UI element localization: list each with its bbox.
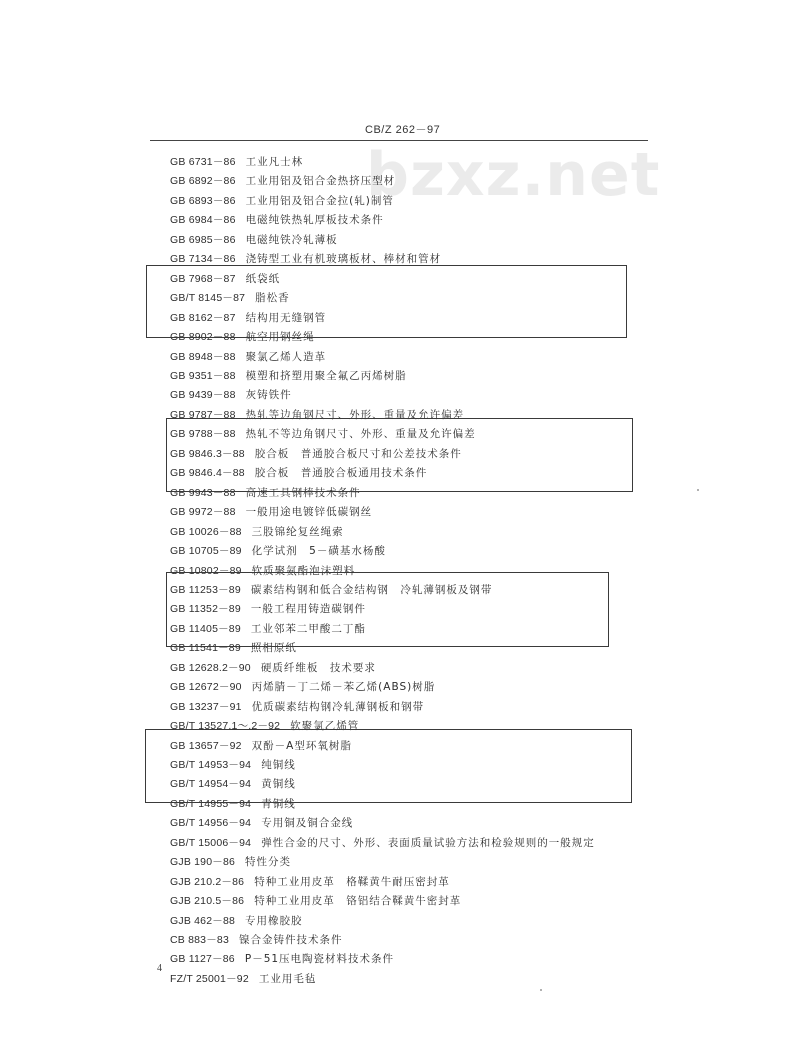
standard-code: GB 13657－92 bbox=[170, 739, 242, 752]
standard-title: 镍合金铸件技术条件 bbox=[239, 934, 343, 946]
standard-row bbox=[170, 699, 424, 715]
standard-code: GB 10802－89 bbox=[170, 564, 242, 577]
standard-code: GB 11352－89 bbox=[170, 603, 241, 616]
standard-code: GB 9439－88 bbox=[170, 389, 236, 402]
standard-code: GB 8948－88 bbox=[170, 350, 236, 363]
standard-code: GB 9846.3－88 bbox=[170, 447, 245, 460]
standard-title: 双酚－A型环氧树脂 bbox=[251, 739, 352, 752]
standard-code: FZ/T 25001－92 bbox=[170, 972, 249, 985]
standard-code-header: CB/Z 262－97 bbox=[365, 124, 441, 136]
standard-title: 黄铜线 bbox=[261, 778, 296, 791]
standard-row bbox=[170, 679, 435, 695]
standard-title: 工业用铝及铝合金拉(轧)制管 bbox=[245, 194, 394, 207]
standard-title: 工业凡士林 bbox=[245, 156, 304, 168]
standard-code: GJB 210.5－86 bbox=[170, 895, 245, 908]
standard-code: CB 883－83 bbox=[170, 934, 230, 946]
standard-row bbox=[170, 893, 461, 909]
standard-row bbox=[170, 524, 344, 540]
scan-speck bbox=[697, 489, 699, 491]
highlight-box bbox=[166, 418, 633, 492]
highlight-box bbox=[166, 572, 609, 647]
standard-title: 专用铜及铜合金线 bbox=[261, 817, 354, 830]
standard-code: GJB 462－88 bbox=[170, 914, 236, 927]
standard-code: GB 6731－86 bbox=[170, 156, 236, 168]
standard-title: 胶合板 普通胶合板通用技术条件 bbox=[254, 467, 428, 480]
standard-title: 青铜线 bbox=[261, 797, 296, 810]
standard-code: GB 9787－88 bbox=[170, 408, 236, 421]
standard-code: GB 9943－88 bbox=[170, 486, 236, 499]
standard-title: 航空用钢丝绳 bbox=[245, 331, 315, 343]
standard-title: 特种工业用皮革 格鞣黄牛耐压密封革 bbox=[254, 875, 450, 888]
standard-title: 特种工业用皮革 铬铝结合鞣黄牛密封革 bbox=[254, 895, 462, 908]
standard-row bbox=[170, 173, 395, 189]
highlight-box bbox=[146, 265, 627, 338]
standard-code: GB/T 14954－94 bbox=[170, 778, 252, 791]
standard-row bbox=[170, 232, 338, 248]
standard-title: 硬质纤维板 技术要求 bbox=[260, 661, 376, 674]
standard-code: GB 10705－89 bbox=[170, 545, 242, 557]
standard-code: GB 6892－86 bbox=[170, 175, 236, 188]
standard-row bbox=[170, 913, 303, 929]
standard-title: 丙烯腈－丁二烯－苯乙烯(ABS)树脂 bbox=[251, 681, 436, 694]
standard-title: 电磁纯铁冷轧薄板 bbox=[245, 233, 338, 246]
standard-code: GB 9846.4－88 bbox=[170, 467, 245, 480]
standard-row bbox=[170, 835, 595, 851]
standard-code: GB 8902－88 bbox=[170, 331, 236, 343]
standard-code: GB 6985－86 bbox=[170, 233, 236, 246]
standard-title: 特性分类 bbox=[245, 856, 292, 869]
standard-row bbox=[170, 154, 303, 170]
standard-row bbox=[170, 932, 343, 948]
standard-code: GB/T 14955－94 bbox=[170, 797, 252, 810]
standard-code: GJB 210.2－86 bbox=[170, 875, 245, 888]
standard-title: 灰铸铁件 bbox=[245, 389, 292, 402]
standard-code: GB 9788－88 bbox=[170, 428, 236, 441]
standard-code: GB/T 14956－94 bbox=[170, 817, 252, 830]
standard-row bbox=[170, 193, 394, 209]
standard-code: GB 9972－88 bbox=[170, 506, 236, 519]
standard-title: 工业用铝及铝合金热挤压型材 bbox=[245, 175, 396, 188]
standard-title: 照相原纸 bbox=[250, 642, 297, 655]
standard-code: GB/T 14953－94 bbox=[170, 758, 252, 771]
standard-title: 电磁纯铁热轧厚板技术条件 bbox=[245, 214, 384, 227]
standard-row bbox=[170, 951, 394, 967]
standard-code: GB 10026－88 bbox=[170, 525, 242, 538]
standard-title: 弹性合金的尺寸、外形、表面质量试验方法和检验规则的一般规定 bbox=[261, 836, 595, 849]
standard-title: 结构用无缝钢管 bbox=[245, 311, 327, 324]
standard-code: GB 8162－87 bbox=[170, 311, 236, 324]
standard-title: 模塑和挤塑用聚全氟乙丙烯树脂 bbox=[245, 369, 407, 382]
standard-title: 聚氯乙烯人造革 bbox=[245, 350, 327, 363]
standard-title: 高速工具钢棒技术条件 bbox=[245, 486, 361, 499]
standard-title: 浇铸型工业有机玻璃板材、棒材和管材 bbox=[245, 253, 442, 266]
standard-code: GB 12628.2－90 bbox=[170, 661, 251, 674]
watermark-logo: bzxz.net bbox=[366, 140, 661, 210]
standard-title: 化学试剂 5－磺基水杨酸 bbox=[251, 545, 386, 557]
standard-code: GB 7968－87 bbox=[170, 272, 236, 285]
standard-row bbox=[170, 349, 326, 365]
standard-title: 工业用毛毡 bbox=[258, 972, 317, 985]
standard-row bbox=[170, 854, 291, 870]
standard-title: 软质聚氨酯泡沫塑料 bbox=[251, 564, 356, 577]
standard-row bbox=[170, 387, 292, 403]
standard-title: 一般工程用铸造碳钢件 bbox=[250, 603, 366, 616]
standard-title: 专用橡胶胶 bbox=[245, 914, 303, 927]
standard-row bbox=[170, 368, 407, 384]
standard-code: GB/T 8145－87 bbox=[170, 292, 246, 305]
standard-code: GJB 190－86 bbox=[170, 856, 236, 869]
standard-code: GB 13237－91 bbox=[170, 700, 242, 713]
standard-row bbox=[170, 815, 353, 831]
standard-code: GB 9351－88 bbox=[170, 369, 236, 382]
standard-title: 一般用途电镀锌低碳钢丝 bbox=[245, 506, 373, 519]
standard-row bbox=[170, 212, 384, 228]
standard-row bbox=[170, 971, 316, 987]
standard-title: 纸袋纸 bbox=[245, 272, 281, 285]
standard-title: P－51压电陶瓷材料技术条件 bbox=[244, 953, 395, 966]
standard-title: 工业邻苯二甲酸二丁酯 bbox=[250, 622, 366, 635]
standard-row bbox=[170, 543, 386, 559]
standard-title: 优质碳素结构钢冷轧薄钢板和钢带 bbox=[251, 700, 425, 713]
standard-code: GB 6893－86 bbox=[170, 194, 236, 207]
standard-code: GB 7134－86 bbox=[170, 253, 236, 266]
standard-code: GB 6984－86 bbox=[170, 214, 236, 227]
standard-title: 纯铜线 bbox=[261, 758, 296, 771]
standard-code: GB 11405－89 bbox=[170, 622, 241, 635]
scan-speck bbox=[540, 989, 542, 991]
standard-code: GB 11253－89 bbox=[170, 583, 241, 596]
standard-title: 碳素结构钢和低合金结构钢 冷轧薄钢板及钢带 bbox=[250, 583, 493, 596]
highlight-box bbox=[145, 729, 632, 803]
standard-code: GB 1127－86 bbox=[170, 953, 235, 966]
standard-code: GB 11541－89 bbox=[170, 642, 241, 655]
standard-title: 软聚氯乙烯管 bbox=[290, 720, 360, 732]
standard-code: GB/T 15006－94 bbox=[170, 836, 252, 849]
standard-title: 脂松香 bbox=[255, 292, 290, 305]
standard-row bbox=[170, 660, 376, 676]
page-number: 4 bbox=[157, 963, 162, 974]
standard-row bbox=[170, 874, 450, 890]
standard-title: 胶合板 普通胶合板尺寸和公差技术条件 bbox=[254, 447, 462, 460]
standard-code: GB 12672－90 bbox=[170, 681, 242, 694]
standard-title: 热轧不等边角钢尺寸、外形、重量及允许偏差 bbox=[245, 428, 476, 441]
standard-code: GB/T 13527.1～.2－92 bbox=[170, 720, 281, 732]
standard-title: 热轧等边角钢尺寸、外形、重量及允许偏差 bbox=[245, 408, 465, 421]
standard-row bbox=[170, 504, 372, 520]
standard-title: 三股锦纶复丝绳索 bbox=[251, 525, 344, 538]
